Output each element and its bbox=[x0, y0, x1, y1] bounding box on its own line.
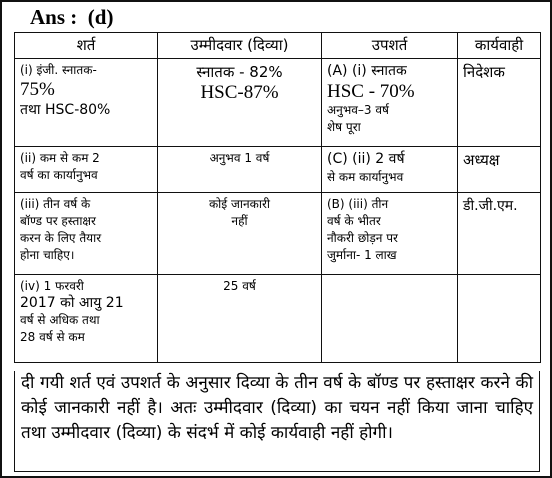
header-action: कार्यवाही bbox=[458, 33, 541, 59]
condition-line: तथा HSC-80% bbox=[20, 102, 111, 118]
table-header-row bbox=[15, 33, 541, 59]
candidate-line: 25 वर्ष bbox=[223, 279, 256, 293]
table-row bbox=[15, 59, 541, 147]
subcondition-cell bbox=[322, 193, 458, 275]
subcondition-line: नौकरी छोड़न पर bbox=[327, 231, 398, 245]
condition-line: बॉण्ड पर हस्ताक्षर bbox=[20, 214, 96, 228]
condition-line: होना चाहिए। bbox=[20, 248, 75, 262]
verdict-paragraph: दी गयी शर्त एवं उपशर्त के अनुसार दिव्या के तीन वर्ष के बॉण्ड पर हस्ताक्षर करने की कोई जानकारी नहीं है। अतः उम्मीदवार (दिव्या) का चयन नहीं किया जाना चाहिए तथा उम्मीदवार (दिव्या) के संदर्भ में कोई कार्यवाही नहीं होगी। bbox=[14, 371, 540, 472]
condition-line: 75% bbox=[20, 79, 55, 100]
candidate-cell bbox=[158, 59, 322, 147]
table-row bbox=[15, 275, 541, 363]
conditions-table bbox=[14, 32, 541, 363]
subcondition-cell bbox=[322, 147, 458, 193]
condition-line: (iv) 1 फरवरी bbox=[20, 279, 84, 293]
answer-heading bbox=[2, 4, 550, 30]
subcondition-line: अनुभव–3 वर्ष bbox=[327, 103, 389, 117]
condition-cell bbox=[15, 193, 158, 275]
answer-label: Ans : bbox=[30, 5, 78, 29]
subcondition-cell bbox=[322, 275, 458, 363]
subcondition-line: (A) (i) स्नातक bbox=[327, 63, 407, 79]
candidate-cell bbox=[158, 147, 322, 193]
candidate-cell bbox=[158, 193, 322, 275]
subcondition-line: (B) (iii) तीन bbox=[327, 197, 389, 211]
condition-line: करन के लिए तैयार bbox=[20, 231, 102, 245]
candidate-line: नहीं bbox=[231, 214, 248, 228]
table-row bbox=[15, 193, 541, 275]
action-cell bbox=[458, 59, 541, 147]
action-text: अध्यक्ष bbox=[463, 151, 500, 169]
header-condition: शर्त bbox=[15, 33, 158, 59]
candidate-line: अनुभव 1 वर्ष bbox=[209, 151, 270, 165]
table-row bbox=[15, 147, 541, 193]
condition-line: 28 वर्ष से कम bbox=[20, 330, 85, 344]
condition-line: 2017 को आयु 21 bbox=[20, 295, 124, 311]
condition-line: वर्ष का कार्यानुभव bbox=[20, 168, 98, 182]
subcondition-line: HSC - 70% bbox=[327, 81, 415, 102]
subcondition-line: वर्ष के भीतर bbox=[327, 214, 381, 228]
subcondition-line: से कम कार्यानुभव bbox=[327, 170, 404, 184]
condition-cell bbox=[15, 275, 158, 363]
condition-line: वर्ष से अधिक तथा bbox=[20, 313, 100, 327]
action-text: निदेशक bbox=[463, 63, 505, 81]
candidate-line: स्नातक - 82% bbox=[196, 63, 283, 81]
action-text: डी.जी.एम. bbox=[463, 198, 518, 214]
action-cell bbox=[458, 193, 541, 275]
header-subcondition: उपशर्त bbox=[322, 33, 458, 59]
header-candidate: उम्मीदवार (दिव्या) bbox=[158, 33, 322, 59]
answer-option: (d) bbox=[87, 5, 114, 29]
condition-cell bbox=[15, 59, 158, 147]
subcondition-line: शेष पूरा bbox=[327, 120, 361, 134]
subcondition-line: जुर्माना- 1 लाख bbox=[327, 248, 397, 262]
candidate-cell bbox=[158, 275, 322, 363]
candidate-line: कोई जानकारी bbox=[208, 197, 271, 211]
condition-cell bbox=[15, 147, 158, 193]
subcondition-cell bbox=[322, 59, 458, 147]
candidate-line: HSC-87% bbox=[200, 82, 279, 103]
subcondition-line: (C) (ii) 2 वर्ष bbox=[327, 151, 405, 167]
action-cell bbox=[458, 275, 541, 363]
condition-line: (i) इंजी. स्नातक- bbox=[20, 63, 97, 77]
condition-line: (iii) तीन वर्ष के bbox=[20, 197, 91, 211]
condition-line: (ii) कम से कम 2 bbox=[20, 151, 100, 165]
action-cell bbox=[458, 147, 541, 193]
